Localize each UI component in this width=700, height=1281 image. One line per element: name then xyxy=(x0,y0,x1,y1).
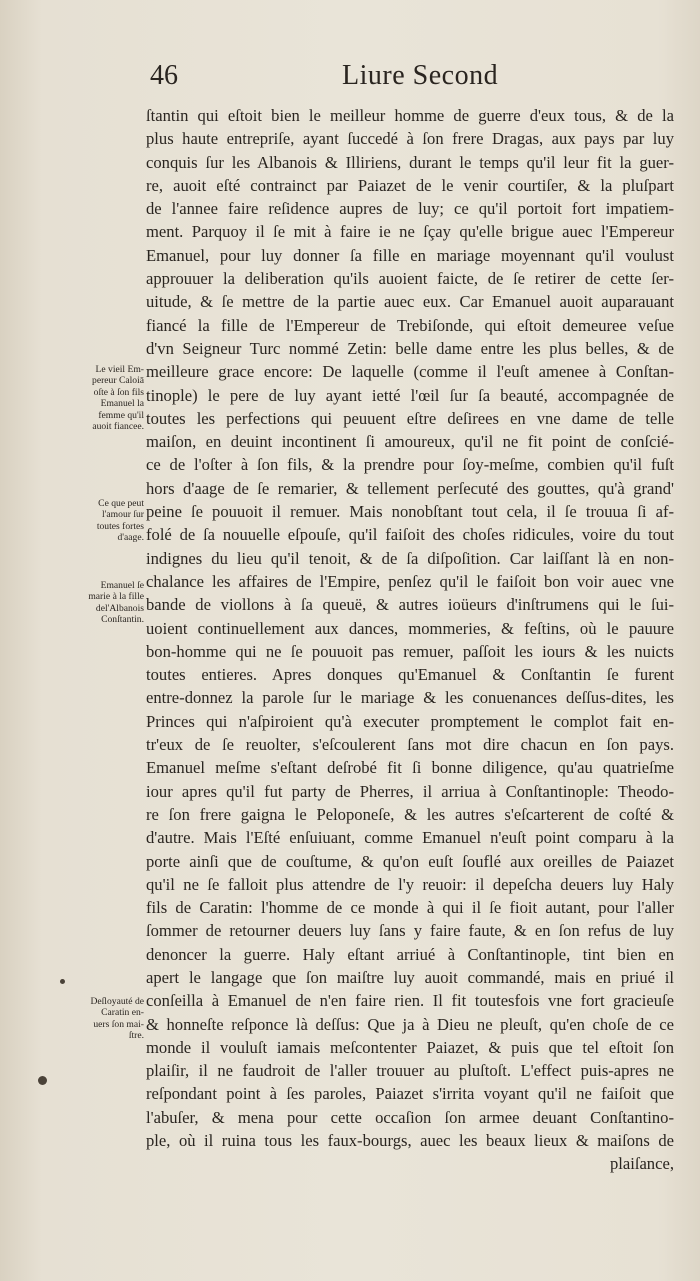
text-line: meilleure grace encore: De laquelle (comme il l'euſt amenee à Conſtan- xyxy=(146,362,674,382)
text-line: maiſon, en deuint incontinent ſi amoureux, qu'il ne fit point de conſcié- xyxy=(146,432,674,452)
text-line: tinople) le pere de luy ayant ietté l'œil ſur ſa beauté, accompagnée de xyxy=(146,385,674,405)
text-line: peine ſe pouuoit il remuer. Mais nonobſtant tout cela, il ſe trouua ſi af- xyxy=(146,502,674,522)
margin-note: Ce que peut l'amour ſur toutes fortes d'aage. xyxy=(96,498,144,544)
text-line: bon-homme qui ne ſe pouuoit pas remuer, paſſoit les iours & les nuicts xyxy=(146,641,674,661)
text-line: & honneſte reſponce là deſſus: Que ja à Dieu ne pleuſt, qu'en choſe de ce xyxy=(146,1014,674,1034)
body-text xyxy=(146,104,674,1176)
text-line: iour apres qu'il fut party de Pherres, il arriua à Conſtantinople: Theodo- xyxy=(146,781,674,801)
text-line: ce de l'oſter à ſon fils, & la prendre pour ſoy-meſme, combien qu'il fuſt xyxy=(146,455,674,475)
page-header xyxy=(150,60,530,100)
text-line: ſtantin qui eſtoit bien le meilleur homme de guerre d'eux tous, & de la xyxy=(146,106,674,125)
text-line: fils de Caratin: l'homme de ce monde à qui il ſe fioit autant, pour l'aller xyxy=(146,898,674,918)
text-line: hors d'aage de ſe remarier, & tellement perſecuté des gouttes, qu'à grand' xyxy=(146,478,674,498)
text-line: ple, où il ruina tous les faux-bourgs, auec les beaux lieux & maiſons de xyxy=(146,1131,674,1151)
text-line: ment. Parquoy il ſe mit à faire ie ne ſçay qu'elle brigue auec l'Empereur xyxy=(146,222,674,242)
margin-note: Deſloyauté de Caratin en- uers ſon mai- ſtre. xyxy=(90,996,144,1042)
text-line: uitude, & ſe mettre de la partie auec eux. Car Emanuel auoit auparauant xyxy=(146,292,674,312)
text-line: plaiſir, il ne faudroit de l'aller trouuer au pluſtoſt. L'effect puis-apres ne xyxy=(146,1061,674,1081)
ink-dot xyxy=(60,979,65,984)
text-line: qu'il ne ſe falloit plus attendre de l'y reuoir: il depeſcha deuers luy Haly xyxy=(146,874,674,894)
page-number: 46 xyxy=(150,60,178,91)
text-line: ſommer de retourner deuers luy ſans y faire faute, & en ſon refus de luy xyxy=(146,921,674,941)
text-line: tr'eux de ſe reuolter, s'eſcoulerent ſans mot dire chacun en ſon pays. xyxy=(146,735,674,755)
text-line: uoient continuellement aux dances, mommeries, & feſtins, où le pauure xyxy=(146,618,674,638)
text-line: fiancé la fille de l'Empereur de Trebiſonde, qui eſtoit demeuree veſue xyxy=(146,315,674,335)
text-line: porte ainſi que de couſtume, & qu'on euſt ſouflé aux oreilles de Paiazet xyxy=(146,851,674,871)
text-line: bande de viollons à ſa queuë, & autres ioüeurs d'inſtrumens qui le ſui- xyxy=(146,595,674,615)
text-line: monde il vouluſt iamais meſcontenter Paiazet, & puis que tel eſtoit ſon xyxy=(146,1037,674,1057)
ink-blot xyxy=(38,1076,47,1085)
text-line: denoncer la guerre. Haly eſtant arriué à Conſtantinople, tint bien en xyxy=(146,944,674,964)
text-line: conſeilla à Emanuel de n'en faire rien. Il fit toutesfois vne fort gracieuſe xyxy=(146,991,674,1011)
text-line: indignes du lieu qu'il tenoit, & de ſa diſpoſition. Car laiſſant là en non- xyxy=(146,548,674,568)
text-line: reſpondant point à ſes paroles, Paiazet s'irrita voyant qu'il ne faiſoit que xyxy=(146,1084,674,1104)
text-line: re ſon frere gaigna le Peloponeſe, & les autres s'eſcarterent de coſté & xyxy=(146,804,674,824)
text-line: entre-donnez la parole ſur le mariage & les conuenances deſſus-dites, les xyxy=(146,688,674,708)
text-line: plaiſance, xyxy=(609,1154,674,1174)
text-line: apert le langage que ſon maiſtre luy auoit commandé, mais en priué il xyxy=(146,967,674,987)
margin-note: Emanuel ſe marie à la fille del'Albanois Conſtantin. xyxy=(88,580,144,626)
text-line: conquis ſur les Albanois & Illiriens, durant le temps qu'il leur fit la guer- xyxy=(146,152,674,172)
text-line: plus haute entrepriſe, ayant ſuccedé à ſon frere Dragas, aux pays par luy xyxy=(146,129,674,149)
text-line: re, auoit eſté contrainct par Paiazet de le venir courtiſer, & la pluſpart xyxy=(146,175,674,195)
margin-note: Le vieil Em- pereur Caloiā oſte à ſon fils Emanuel la femme qu'il auoit fiancee. xyxy=(92,364,144,433)
running-title: Liure Second xyxy=(342,60,499,91)
text-line: toutes entieres. Apres donques qu'Emanuel & Conſtantin ſe furent xyxy=(146,665,674,685)
text-line: de l'annee faire reſidence aupres de luy; ce qu'il portoit fort impatiem- xyxy=(146,199,674,219)
text-line: Emanuel, pour luy donner ſa fille en mariage moyennant qu'il voulust xyxy=(146,245,674,265)
text-line: approuuer la deliberation qu'ils auoient faicte, de ſe retirer de cette ſer- xyxy=(146,269,674,289)
text-line: chalance les affaires de l'Empire, penſez qu'il le faiſoit bon voir auec vne xyxy=(146,571,674,591)
text-line: l'abuſer, & mena pour cette occaſion ſon armee deuant Conſtantino- xyxy=(146,1107,674,1127)
text-line: toutes les perfections qui peuuent eſtre deſirees en vne dame de telle xyxy=(146,408,674,428)
text-line: d'vn Seigneur Turc nommé Zetin: belle dame entre les plus belles, & de xyxy=(146,338,674,358)
text-line: Emanuel meſme s'eſtant deſrobé fit ſi bonne diligence, qu'au quatrieſme xyxy=(146,758,674,778)
text-line: folé de ſa nouuelle eſpouſe, qu'il faiſoit des choſes ridicules, voire du tout xyxy=(146,525,674,545)
text-line: d'autre. Mais l'Eſté enſuiuant, comme Emanuel n'euſt point comparu à la xyxy=(146,828,674,848)
text-line: Princes qui n'aſpiroient qu'à executer promptement le complot fait en- xyxy=(146,711,674,731)
